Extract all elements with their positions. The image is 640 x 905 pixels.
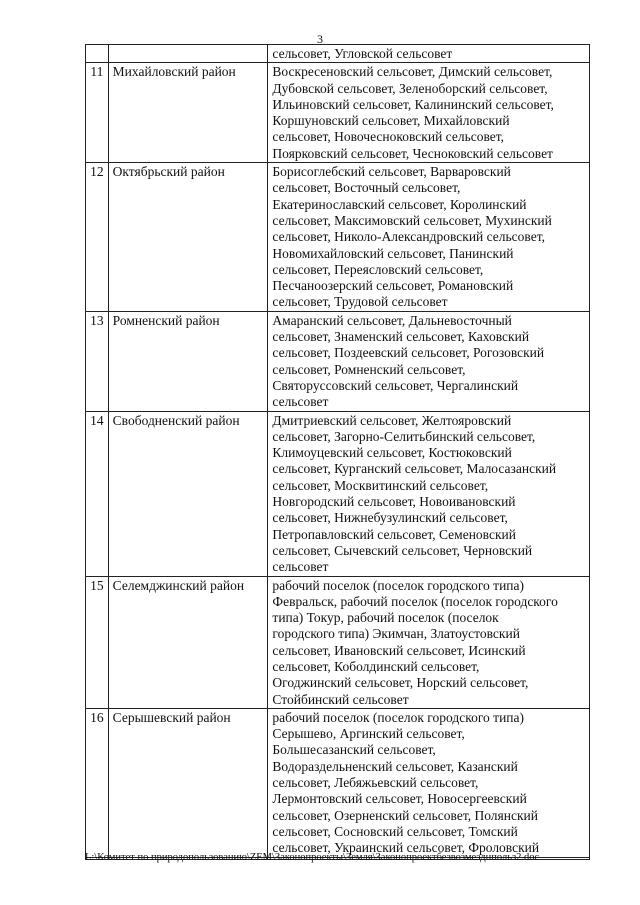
settlements-list bbox=[268, 311, 590, 411]
table-row bbox=[86, 163, 590, 312]
settlements-text: сельсовет, Угловской сельсовет bbox=[272, 46, 453, 61]
settlements-text: рабочий поселок (поселок городского типа) Февральск, рабочий поселок (поселок городского типа) Токур, рабочий поселок (поселок городского типа) Экимчан, Златоустовский сельсовет, Ивановский сельсовет, Исинский сельсовет, Коболдинский сельсовет, Огоджинский сельсовет, Норский сельсовет, Стойбинский сельсовет bbox=[272, 577, 558, 707]
table-row bbox=[86, 576, 590, 708]
table-row bbox=[86, 45, 590, 63]
row-number bbox=[86, 45, 109, 63]
settlements-list bbox=[268, 63, 590, 163]
settlements-text: Дмитриевский сельсовет, Желтояровский сельсовет, Загорно-Селитьбинский сельсовет, Климоуцевский сельсовет, Костюковский сельсовет, Курганский сельсовет, Малосазанский сельсовет, Москвитинский сельсовет, Новгородский сельсовет, Новоивановский сельсовет, Нижнебузулинский сельсовет, Петропавловский сельсовет, Семеновский сельсовет, Сычевский сельсовет, Черновский сельсовет bbox=[272, 412, 557, 575]
settlements-list bbox=[268, 708, 590, 857]
table-row bbox=[86, 708, 590, 857]
district-name: Свободненский район bbox=[108, 411, 268, 576]
table-row bbox=[86, 311, 590, 411]
district-name: Серышевский район bbox=[108, 708, 268, 857]
table-row bbox=[86, 411, 590, 576]
settlements-list bbox=[268, 576, 590, 708]
settlements-list bbox=[268, 45, 590, 63]
row-number: 11 bbox=[86, 63, 109, 163]
settlements-text: Воскресеновский сельсовет, Димский сельсовет, Дубовской сельсовет, Зеленоборский сельсовет, Ильиновский сельсовет, Калининский сельсовет, Коршуновский сельсовет, Михайловский сельсовет, Новочесноковский сельсовет, Поярковский сельсовет, Чесноковский сельсовет bbox=[272, 64, 554, 161]
row-number: 14 bbox=[86, 411, 109, 576]
row-number: 15 bbox=[86, 576, 109, 708]
district-name: Михайловский район bbox=[108, 63, 268, 163]
table-body bbox=[86, 45, 590, 860]
settlements-list bbox=[268, 163, 590, 312]
page-number: 3 bbox=[317, 32, 323, 46]
table-row bbox=[86, 63, 590, 163]
settlements-list bbox=[268, 411, 590, 576]
row-number: 16 bbox=[86, 708, 109, 857]
row-number: 12 bbox=[86, 163, 109, 312]
settlements-text: Борисоглебский сельсовет, Варваровский сельсовет, Восточный сельсовет, Екатеринославский сельсовет, Королинский сельсовет, Максимовский сельсовет, Мухинский сельсовет, Николо-Александровский сельсовет, Новомихайловский сельсовет, Панинский сельсовет, Переясловский сельсовет, Песчаноозерский сельсовет, Романовский сельсовет, Трудовой сельсовет bbox=[272, 164, 552, 310]
district-name: Октябрьский район bbox=[108, 163, 268, 312]
district-name: Селемджинский район bbox=[108, 576, 268, 708]
row-number: 13 bbox=[86, 311, 109, 411]
district-name bbox=[108, 45, 268, 63]
settlements-text: рабочий поселок (поселок городского типа) Серышево, Аргинский сельсовет, Большесазанский сельсовет, Водораздельненский сельсовет, Казанский сельсовет, Лебяжьевский сельсовет, Лермонтовский сельсовет, Новосергеевский сельсовет, Озерненский сельсовет, Полянский сельсовет, Сосновский сельсовет, Томский сельсовет, Украинский сельсовет, Фроловский bbox=[272, 709, 540, 856]
file-path-footer: L:\Комитет по природопользованию\ZEM\Законопроекты\Земля\Законопроектбезвозмезднпольз2.doc bbox=[85, 852, 540, 863]
district-name: Ромненский район bbox=[108, 311, 268, 411]
settlements-text: Амаранский сельсовет, Дальневосточный сельсовет, Знаменский сельсовет, Каховский сельсовет, Поздеевский сельсовет, Рогозовский сельсовет, Ромненский сельсовет, Святоруссовский сельсовет, Чергалинский сельсовет bbox=[272, 312, 545, 410]
districts-table bbox=[85, 44, 590, 860]
